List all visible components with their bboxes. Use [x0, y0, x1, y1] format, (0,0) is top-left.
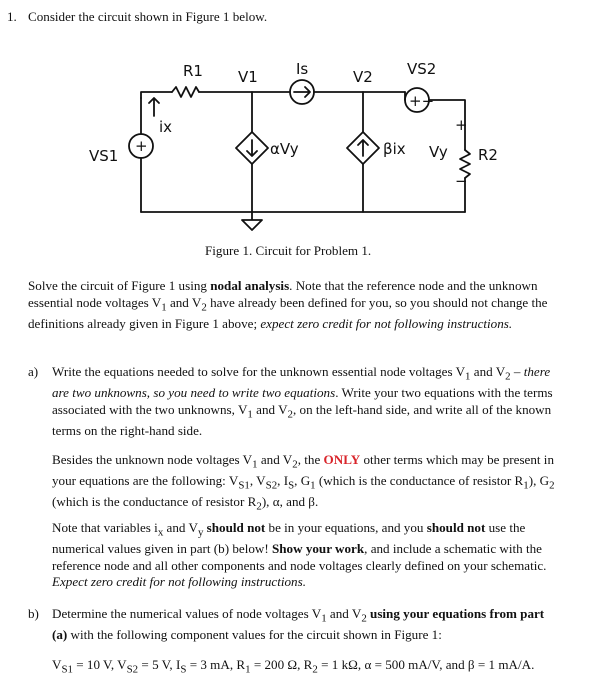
- part-a-paragraph-3: Note that variables $i_x$ and $V_y$ should not be in your equations, and you should not use the numerical values given in part (b) below! Show your work, and include a schematic with the reference node and all other components and node voltages clearly defined on your schematic. Expect zero credit for not following instructions.: [52, 520, 547, 590]
- label-vs1: VS1: [89, 147, 119, 165]
- label-vy: Vy: [429, 143, 448, 161]
- resistor-r1: [172, 87, 199, 97]
- part-a-label: a): [28, 364, 39, 379]
- part-b-label: b): [28, 606, 39, 621]
- label-vs2: VS2: [407, 60, 437, 78]
- intro-paragraph: Solve the circuit of Figure 1 using nodal analysis. Note that the reference node and the unknown essential node voltages $V_1$ and $V_2$ have already been defined for you, so you should not change the definitions already given in Figure 1 above; expect zero credit for not following instructions.: [28, 278, 548, 331]
- wire-top-left: [141, 92, 172, 98]
- label-vy-plus: +: [455, 116, 468, 134]
- label-r2: R2: [478, 146, 498, 164]
- label-alpha-vy: αVy: [270, 140, 299, 158]
- problem-number: 1.: [7, 9, 17, 24]
- label-v2: V2: [353, 68, 373, 86]
- ix-arrow: [149, 98, 159, 116]
- problem-intro: Consider the circuit shown in Figure 1 below.: [28, 9, 268, 24]
- part-b-values: $V_{S1} = 10$ V, $V_{S2} = 5$ V, $I_S = 3$ mA, $R_1 = 200$ Ω, $R_2 = 1$ kΩ, α = 500 mA/V, and β = 1 mA/A.: [52, 657, 535, 676]
- ground-symbol: [242, 212, 262, 230]
- label-vy-minus: −: [455, 172, 468, 190]
- label-ix: ix: [159, 118, 173, 136]
- figure-caption: Figure 1. Circuit for Problem 1.: [205, 243, 372, 258]
- label-is: Is: [296, 60, 309, 78]
- part-a-paragraph-2: Besides the unknown node voltages $V_1$ and $V_2$, the ONLY other terms which may be present in your equations are the following: $V_{S1}$, $V_{S2}$, $I_S$, $G_1$ (which is the conductance of resistor $R_1$), $G_2$ (which is the conductance of resistor $R_2$), α, and β.: [52, 452, 555, 514]
- label-v1: V1: [238, 68, 258, 86]
- part-b-paragraph-1: Determine the numerical values of node voltages $V_1$ and $V_2$ using your equations from part (a) with the following component values for the circuit shown in Figure 1:: [52, 606, 545, 643]
- part-a-paragraph-1: Write the equations needed to solve for the unknown essential node voltages $V_1$ and $V_2$ – there are two unknowns, so you need to write two equations. Write your two equations with the terms associated with the two unknowns, $V_1$ and $V_2$, on the left-hand side, and write all of the known terms on the right-hand side.: [52, 364, 553, 438]
- label-vs1-plus: +: [135, 137, 148, 155]
- label-vs2-pm: +−: [409, 92, 435, 110]
- label-r1: R1: [183, 62, 203, 80]
- label-beta-ix: βix: [383, 140, 406, 158]
